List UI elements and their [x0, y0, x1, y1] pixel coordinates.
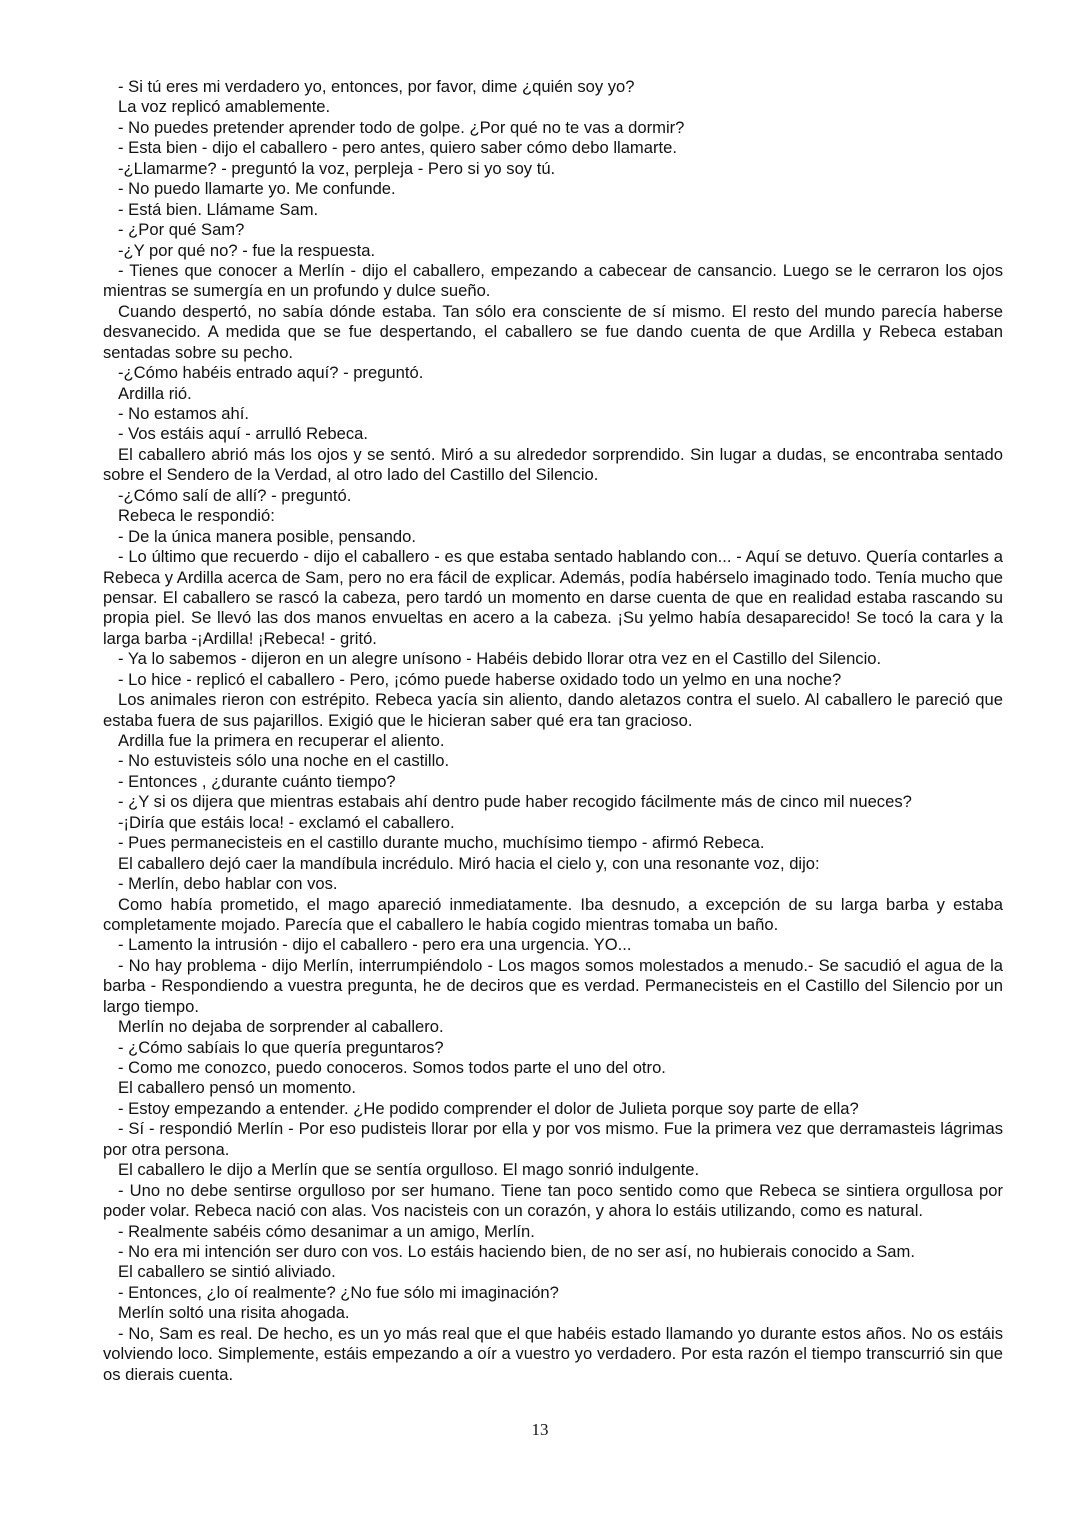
- paragraph: - Como me conozco, puedo conoceros. Somos todos parte el uno del otro.: [118, 1058, 666, 1077]
- paragraph: - Realmente sabéis cómo desanimar a un amigo, Merlín.: [118, 1221, 535, 1241]
- paragraph: Como había prometido, el mago apareció inmediatamente. Iba desnudo, a excepción de su larga barba y estaba completamente mojado. Parecía que el caballero le había cogido mientras tomaba un baño.: [103, 894, 1003, 934]
- paragraph: - No hay problema - dijo Merlín, interrumpiéndolo - Los magos somos molestados a menudo.- Se sacudió el agua de la barba - Respondiendo a vuestra pregunta, he de deciros que es verdad. Permanecisteis en el Castillo del Silencio por un largo tiempo.: [103, 955, 1003, 1016]
- paragraph: -¡Diría que estáis loca! - exclamó el caballero.: [118, 812, 455, 832]
- paragraph: - Sí - respondió Merlín - Por eso pudisteis llorar por ella y por vos mismo. Fue la primera vez que derramasteis lágrimas por otra persona.: [103, 1119, 1003, 1159]
- paragraph: - ¿Y si os dijera que mientras estabais ahí dentro pude haber recogido fácilmente más de cinco mil nueces?: [118, 792, 912, 812]
- body-text: [103, 77, 1003, 1385]
- paragraph: - De la única manera posible, pensando.: [118, 526, 416, 546]
- paragraph: Ardilla rió.: [118, 383, 192, 403]
- paragraph: Rebeca le respondió:: [118, 506, 275, 526]
- paragraph: -¿Cómo salí de allí? - preguntó.: [118, 485, 352, 505]
- page-number: 13: [531, 1420, 549, 1439]
- paragraph: El caballero dejó caer la mandíbula incrédulo. Miró hacia el cielo y, con una resonante voz, dijo:: [118, 853, 820, 873]
- paragraph: - No puedes pretender aprender todo de golpe. ¿Por qué no te vas a dormir?: [118, 117, 685, 137]
- paragraph: -¿Cómo habéis entrado aquí? - preguntó.: [118, 363, 424, 383]
- paragraph: - Lo hice - replicó el caballero - Pero, ¡cómo puede haberse oxidado todo un yelmo en una noche?: [118, 669, 842, 689]
- paragraph: - No era mi intención ser duro con vos. Lo estáis haciendo bien, de no ser así, no hubierais conocido a Sam.: [118, 1241, 915, 1261]
- paragraph: - Lo último que recuerdo - dijo el caballero - es que estaba sentado hablando con... - Aquí se detuvo. Quería contarles a Rebeca y Ardilla acerca de Sam, pero no era fácil de explicar. Además, podía habérselo imaginado todo. Tenía mucho que pensar. El caballero se rascó la cabeza, pero tardó un momento en darse cuenta de que en realidad estaba rascando su propia piel. Se llevó las dos manos envueltas en acero a la cabeza. ¡Su yelmo había desaparecido! Se tocó la cara y la larga barba -¡Ardilla! ¡Rebeca! - gritó.: [103, 547, 1003, 648]
- paragraph: El caballero pensó un momento.: [118, 1078, 356, 1098]
- paragraph: - Tienes que conocer a Merlín - dijo el caballero, empezando a cabecear de cansancio. Luego se le cerraron los ojos mientras se sumergía en un profundo y dulce sueño.: [103, 260, 1003, 301]
- paragraph: -¿Llamarme? - preguntó la voz, perpleja - Pero si yo soy tú.: [118, 158, 556, 178]
- paragraph: - No estuvisteis sólo una noche en el castillo.: [118, 751, 450, 771]
- paragraph: - Entonces, ¿lo oí realmente? ¿No fue sólo mi imaginación?: [118, 1282, 559, 1302]
- paragraph: - Merlín, debo hablar con vos.: [118, 874, 338, 894]
- paragraph: Merlín no dejaba de sorprender al caballero.: [118, 1017, 444, 1037]
- paragraph: - Uno no debe sentirse orgulloso por ser humano. Tiene tan poco sentido como que Rebeca se sintiera orgullosa por poder volar. Rebeca nació con alas. Vos nacisteis con un corazón, y ahora lo estáis utilizando, como es natural.: [103, 1180, 1003, 1221]
- paragraph: El caballero le dijo a Merlín que se sentía orgulloso. El mago sonrió indulgente.: [118, 1160, 700, 1180]
- paragraph: - ¿Cómo sabíais lo que quería preguntaros?: [118, 1037, 444, 1057]
- paragraph: La voz replicó amablemente.: [118, 97, 331, 117]
- paragraph: Merlín soltó una risita ahogada.: [118, 1303, 350, 1323]
- paragraph: - Está bien. Llámame Sam.: [118, 199, 319, 219]
- paragraph: - ¿Por qué Sam?: [118, 220, 245, 240]
- paragraph: - Lamento la intrusión - dijo el caballero - pero era una urgencia. YO...: [118, 935, 632, 955]
- paragraph: -¿Y por qué no? - fue la respuesta.: [118, 240, 376, 260]
- paragraph: - Pues permanecisteis en el castillo durante mucho, muchísimo tiempo - afirmó Rebeca.: [118, 833, 765, 853]
- paragraph: Los animales rieron con estrépito. Rebeca yacía sin aliento, dando aletazos contra el suelo. Al caballero le pareció que estaba fuera de sus pajarillos. Exigió que le hicieran saber qué era tan gracioso.: [103, 690, 1003, 730]
- paragraph: El caballero abrió más los ojos y se sentó. Miró a su alrededor sorprendido. Sin lugar a dudas, se encontraba sentado sobre el Sendero de la Verdad, al otro lado del Castillo del Silencio.: [103, 444, 1003, 485]
- paragraph: - Si tú eres mi verdadero yo, entonces, por favor, dime ¿quién soy yo?: [118, 77, 635, 96]
- paragraph: - Estoy empezando a entender. ¿He podido comprender el dolor de Julieta porque soy parte de ella?: [118, 1098, 859, 1118]
- paragraph: Ardilla fue la primera en recuperar el aliento.: [118, 731, 445, 750]
- paragraph: Cuando despertó, no sabía dónde estaba. Tan sólo era consciente de sí mismo. El resto del mundo parecía haberse desvanecido. A medida que se fue despertando, el caballero se fue dando cuenta de que Ardilla y Rebeca estaban sentadas sobre su pecho.: [103, 301, 1003, 362]
- paragraph: - Vos estáis aquí - arrulló Rebeca.: [118, 424, 368, 444]
- paragraph: El caballero se sintió aliviado.: [118, 1262, 336, 1282]
- paragraph: - No estamos ahí.: [118, 404, 249, 423]
- paragraph: - Entonces , ¿durante cuánto tiempo?: [118, 771, 396, 791]
- paragraph: - No puedo llamarte yo. Me confunde.: [118, 179, 396, 199]
- paragraph: - Ya lo sabemos - dijeron en un alegre unísono - Habéis debido llorar otra vez en el Castillo del Silencio.: [118, 649, 882, 669]
- paragraph: - Esta bien - dijo el caballero - pero antes, quiero saber cómo debo llamarte.: [118, 138, 677, 158]
- paragraph: - No, Sam es real. De hecho, es un yo más real que el que habéis estado llamando yo durante estos años. No os estáis volviendo loco. Simplemente, estáis empezando a oír a vuestro yo verdadero. Por esta razón el tiempo transcurrió sin que os dierais cuenta.: [103, 1323, 1003, 1384]
